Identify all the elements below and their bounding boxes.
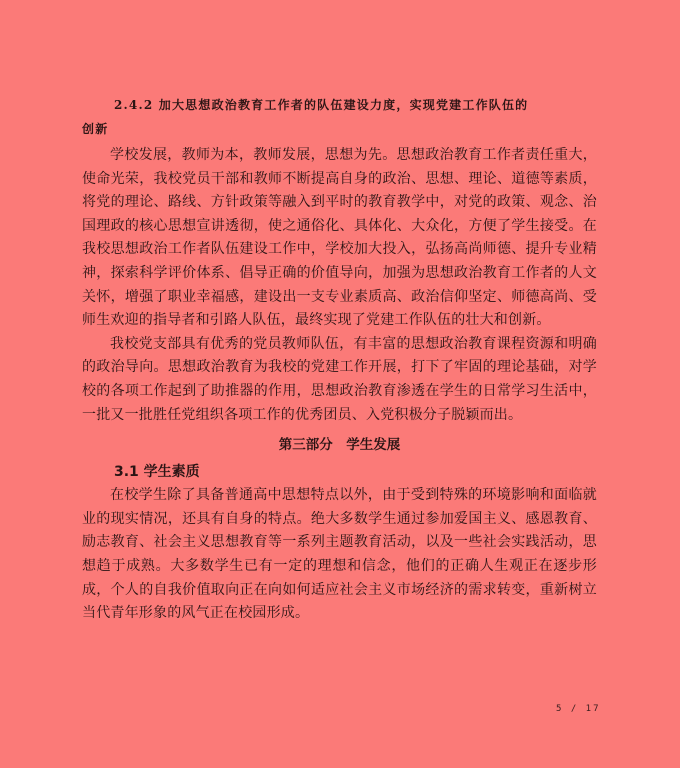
part-label: 第三部分 (278, 437, 333, 454)
paragraph-teacher-development: 学校发展，教师为本，教师发展，思想为先。思想政治教育工作者责任重大，使命光荣，我校党员干部和教师不断提高自身的政治、思想、理论、道德等素质，将党的理论、路线、方针政策等融入到平时的教育教学中，对党的政策、观念、治国理政的核心思想宣讲透彻，使之通俗化、具体化、大众化，方便了学生接受。在我校思想政治工作者队伍建设工作中，学校加大投入，弘扬高尚师德、提升专业精神，探索科学评价体系、倡导正确的价值导向，加强为思想政治教育工作者的人文关怀，增强了职业幸福感，建设出一支专业素质高、政治信仰坚定、师德高尚、受师生欢迎的指导者和引路人队伍，最终实现了党建工作队伍的壮大和创新。 (82, 147, 597, 329)
paragraph-student-quality: 在校学生除了具备普通高中思想特点以外，由于受到特殊的环境影响和面临就业的现实情况，还具有自身的特点。绝大多数学生通过参加爱国主义、感恩教育、励志教育、社会主义思想教育等一系列主题教育活动，以及一些社会实践活动，思想趋于成熟。大多数学生已有一定的理想和信念，他们的正确人生观正在逐步形成，个人的自我价值取向正在向如何适应社会主义市场经济的需求转变，重新树立当代青年形象的风气正在校园形成。 (82, 487, 597, 622)
section-heading-2-4-2 (82, 94, 597, 117)
section-heading-3-1-text: 3.1 学生素质 (114, 464, 200, 481)
section-heading-text: 2.4.2 加大思想政治教育工作者的队伍建设力度，实现党建工作队伍的 (114, 98, 529, 112)
page-content (82, 94, 597, 626)
part-name: 学生发展 (346, 437, 401, 454)
section-heading-3-1 (82, 460, 597, 484)
paragraph-party-branch: 我校党支部具有优秀的党员教师队伍，有丰富的思想政治教育课程资源和明确的政治导向。思想政治教育为我校的党建工作开展，打下了牢固的理论基础，对学校的各项工作起到了助推器的作用，思想政治教育渗透在学生的日常学习生活中，一批又一批胜任党组织各项工作的优秀团员、入党积极分子脱颖而出。 (82, 335, 597, 423)
part-three-title (82, 433, 597, 457)
page-number: 5 / 17 (556, 704, 601, 714)
section-heading-2-4-2-continued: 创新 (82, 122, 109, 136)
